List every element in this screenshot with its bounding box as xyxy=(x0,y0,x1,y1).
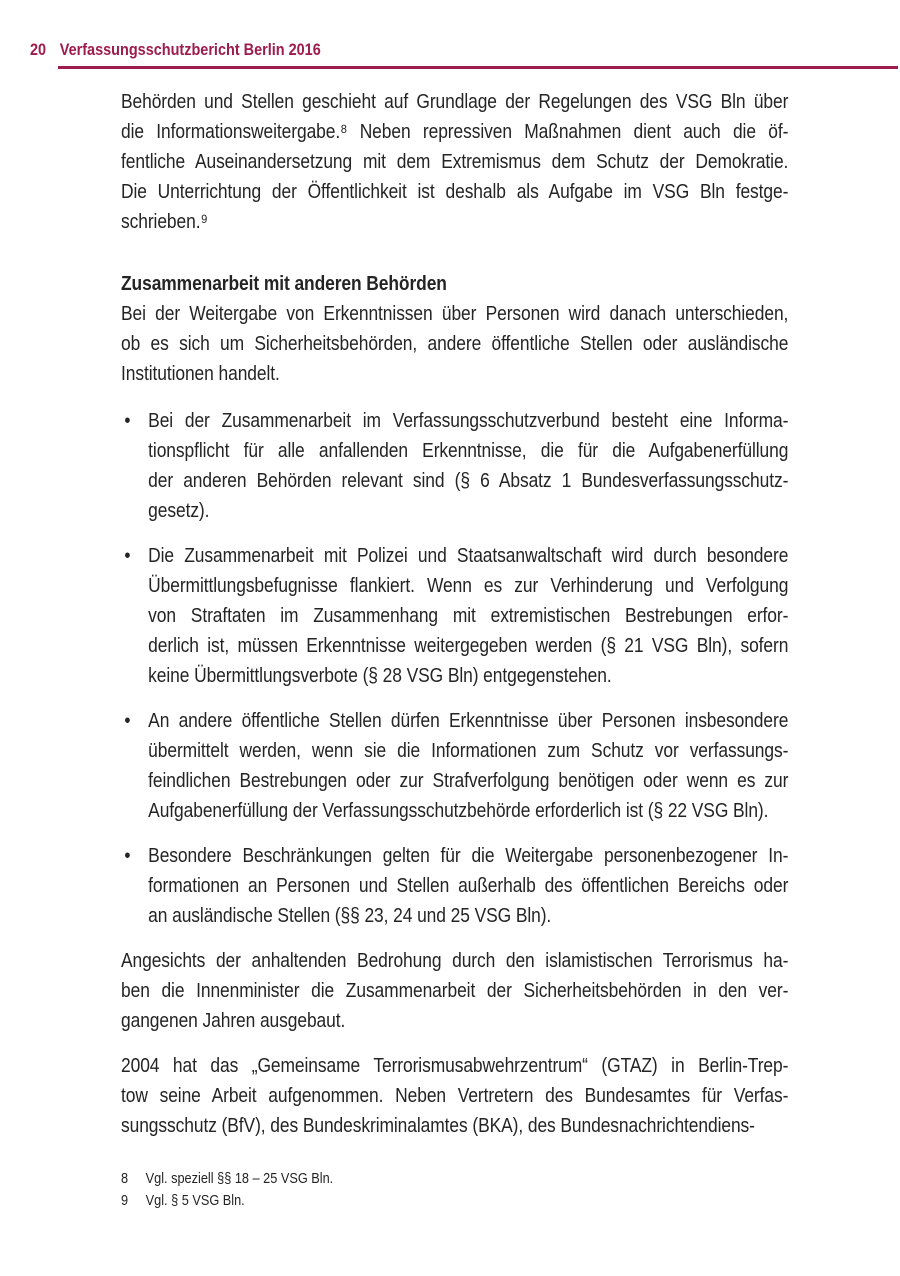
text-line: feindlichen Bestrebungen oder zur Strafverfolgung benötigen oder wenn es zur xyxy=(148,769,789,792)
bullet-item-oeffentliche-stellen xyxy=(121,706,788,826)
text-line: ben die Innenminister die Zusammenarbeit der Sicherheitsbehörden in den ver- xyxy=(121,979,789,1002)
text-line: 2004 hat das „Gemeinsame Terrorismusabwehrzentrum“ (GTAZ) in Berlin-Trep- xyxy=(121,1054,789,1077)
text-line: tow seine Arbeit aufgenommen. Neben Vertretern des Bundesamtes für Verfas- xyxy=(121,1084,789,1107)
text-line: Aufgabenerfüllung der Verfassungsschutzbehörde erforderlich ist (§ 22 VSG Bln). xyxy=(148,799,769,822)
bullet-icon: • xyxy=(124,709,131,732)
page-title: Verfassungsschutzbericht Berlin 2016 xyxy=(59,40,321,59)
bullet-icon: • xyxy=(124,544,131,567)
text-line: An andere öffentliche Stellen dürfen Erkenntnisse über Personen insbesondere xyxy=(148,709,789,732)
text-line: Die Unterrichtung der Öffentlichkeit ist deshalb als Aufgabe im VSG Bln festge- xyxy=(121,180,789,203)
content-column xyxy=(121,87,788,1212)
text-line: gesetz). xyxy=(148,499,210,522)
text-line: Die Zusammenarbeit mit Polizei und Staatsanwaltschaft wird durch besondere xyxy=(148,544,789,567)
text-line: der anderen Behörden relevant sind (§ 6 Absatz 1 Bundesverfassungsschutz- xyxy=(148,469,789,492)
bullet-item-beschraenkungen xyxy=(121,841,788,931)
footnote-8 xyxy=(121,1168,788,1190)
footnotes xyxy=(121,1168,788,1212)
bullet-icon: • xyxy=(124,409,131,432)
paragraph-bedrohung xyxy=(121,946,788,1036)
footnote-9 xyxy=(121,1190,788,1212)
text-line: Übermittlungsbefugnisse flankiert. Wenn es zur Verhinderung und Verfolgung xyxy=(148,574,789,597)
text-line: Institutionen handelt. xyxy=(121,362,280,385)
page-number: 20 xyxy=(30,40,47,59)
header-rule xyxy=(58,66,898,69)
text-line: von Straftaten im Zusammenhang mit extremistischen Bestrebungen erfor- xyxy=(148,604,789,627)
bullet-text xyxy=(148,541,788,691)
text-line: Behörden und Stellen geschieht auf Grundlage der Regelungen des VSG Bln über xyxy=(121,90,789,113)
bullet-text xyxy=(148,841,788,931)
footnote-number: 8 xyxy=(121,1170,129,1187)
text-line: keine Übermittlungsverbote (§ 28 VSG Bln) entgegenstehen. xyxy=(148,664,612,687)
section-heading: Zusammenarbeit mit anderen Behörden xyxy=(121,272,447,295)
paragraph-intro xyxy=(121,87,788,237)
bullet-icon: • xyxy=(124,844,131,867)
text-line: an ausländische Stellen (§§ 23, 24 und 25 VSG Bln). xyxy=(148,904,552,927)
bullet-item-polizei xyxy=(121,541,788,691)
bullet-list xyxy=(121,406,788,931)
text-line: formationen an Personen und Stellen außerhalb des öffentlichen Bereichs oder xyxy=(148,874,789,897)
footnote-text: Vgl. § 5 VSG Bln. xyxy=(145,1192,245,1209)
text-line: derlich ist, müssen Erkenntnisse weitergegeben werden (§ 21 VSG Bln), sofern xyxy=(148,634,789,657)
text-line: schrieben.⁹ xyxy=(121,210,208,233)
text-line: Bei der Weitergabe von Erkenntnissen über Personen wird danach unterschieden, xyxy=(121,302,789,325)
bullet-text xyxy=(148,706,788,826)
text-line: Angesichts der anhaltenden Bedrohung durch den islamistischen Terrorismus ha- xyxy=(121,949,789,972)
page-header xyxy=(30,40,321,60)
text-line: Besondere Beschränkungen gelten für die Weitergabe personenbezogener In- xyxy=(148,844,789,867)
bullet-item-verbund xyxy=(121,406,788,526)
text-line: ob es sich um Sicherheitsbehörden, andere öffentliche Stellen oder ausländische xyxy=(121,332,789,355)
paragraph-gtaz xyxy=(121,1051,788,1141)
footnote-number: 9 xyxy=(121,1192,129,1209)
text-line: Bei der Zusammenarbeit im Verfassungsschutzverbund besteht eine Informa- xyxy=(148,409,789,432)
text-line: fentliche Auseinandersetzung mit dem Extremismus dem Schutz der Demokratie. xyxy=(121,150,789,173)
text-line: gangenen Jahren ausgebaut. xyxy=(121,1009,346,1032)
text-line: die Informationsweitergabe.⁸ Neben repressiven Maßnahmen dient auch die öf- xyxy=(121,120,789,143)
paragraph-weitergabe xyxy=(121,299,788,389)
bullet-text xyxy=(148,406,788,526)
text-line: tionspflicht für alle anfallenden Erkenntnisse, die für die Aufgabenerfüllung xyxy=(148,439,789,462)
text-line: übermittelt werden, wenn sie die Informationen zum Schutz vor verfassungs- xyxy=(148,739,789,762)
footnote-text: Vgl. speziell §§ 18 – 25 VSG Bln. xyxy=(145,1170,334,1187)
text-line: sungsschutz (BfV), des Bundeskriminalamtes (BKA), des Bundesnachrichtendiens- xyxy=(121,1114,755,1137)
